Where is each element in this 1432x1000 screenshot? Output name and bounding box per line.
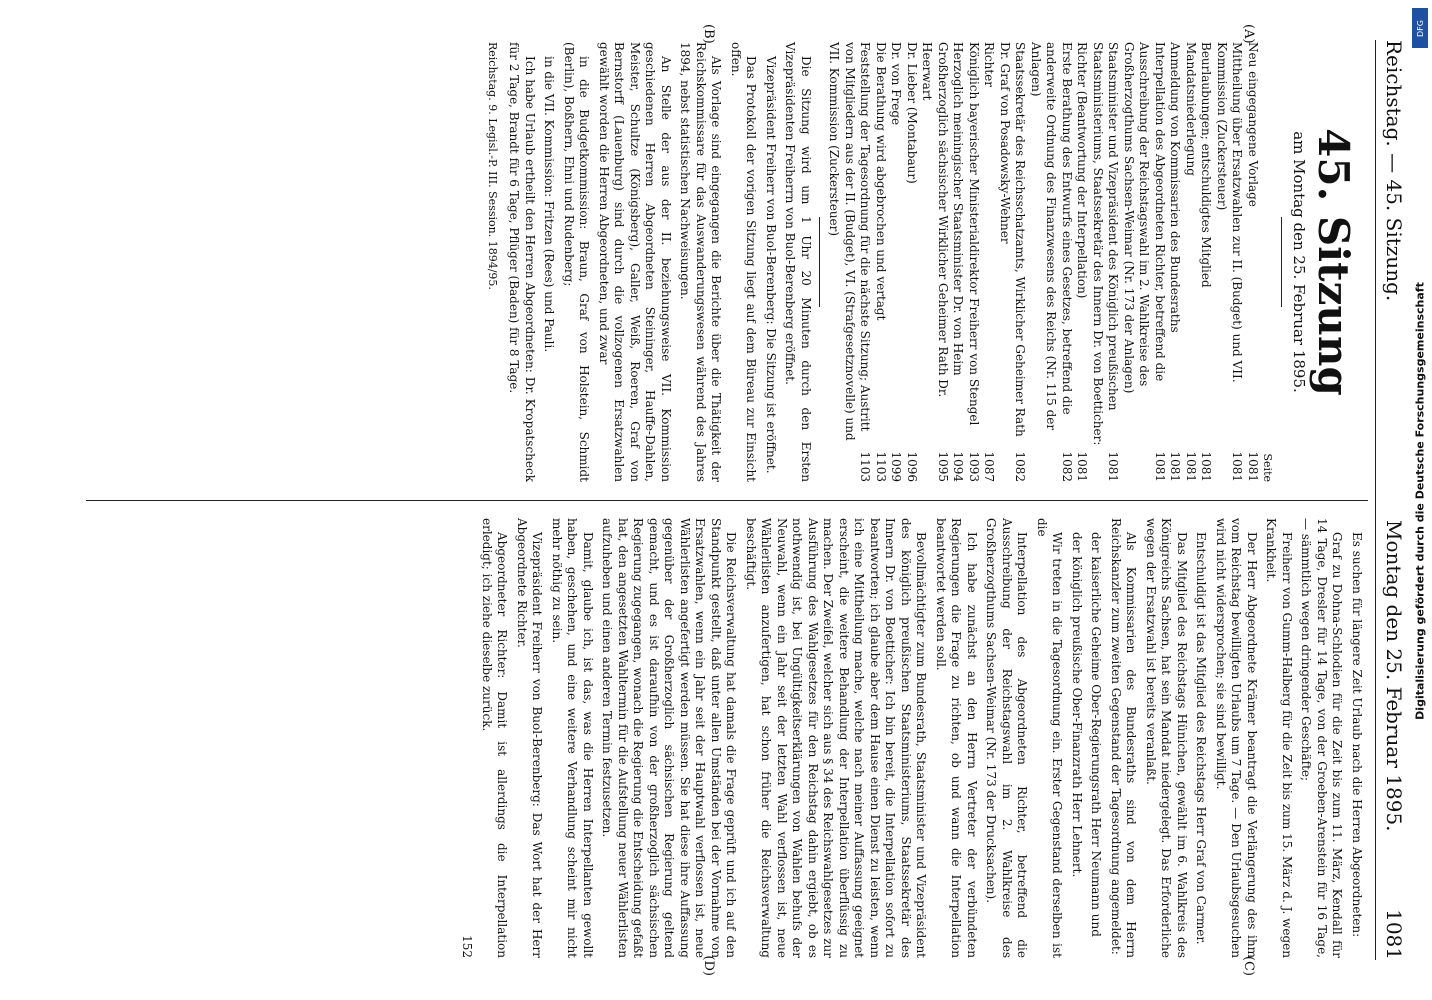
title-rule	[1282, 217, 1283, 307]
column-divider	[86, 500, 1368, 501]
toc-entry: Beurlaubungen; entschuldigtes Mitglied	[1199, 42, 1214, 288]
paragraph: Ich habe Urlaub ertheilt den Herren Abgeordneten: Dr. Kropatscheck für 2 Tage, Brandt für 6 Tage, Pflüger (Baden) für 8 Tage.	[507, 42, 537, 482]
page-number: 1081	[1382, 909, 1406, 960]
scanned-page	[16, 20, 1416, 980]
toc-entry: Herzoglich meiningischer Staatsminister Dr. von Heim	[951, 42, 966, 376]
margin-mark-b: (B)	[701, 24, 716, 44]
paragraph: Als Kommissarien des Bundesraths sind von dem Herrn Reichskanzler zum zweiten Gegenstand der Tagesordnung angemeldet:	[1109, 518, 1139, 958]
toc-page: 1087	[982, 451, 997, 482]
toc-row	[904, 42, 920, 482]
paragraph: Das Mitglied des Reichstags Hünichen, gewählt im 6. Wahlkreis des Königreichs Sachsen, hat sein Mandat niedergelegt. Das Erforderliche wegen der Ersatzwahl ist bereits veranlaßt.	[1144, 518, 1189, 958]
toc-page: 1082	[1060, 451, 1074, 482]
toc-page: 1081	[1230, 451, 1245, 482]
toc-page: 1103	[858, 451, 873, 482]
dfg-logo: DFG	[1412, 8, 1428, 48]
toc-entry: Staatssekretär des Reichsschatzamts, Wirklicher Geheimer Rath Dr. Graf von Posadowsky-Wehner	[998, 42, 1028, 437]
header-rule	[1375, 40, 1376, 960]
toc-row	[1183, 42, 1199, 482]
paragraph: Vizepräsident Freiherr von Buol-Berenberg: Das Wort hat der Herr Abgeordnete Richter.	[515, 518, 545, 958]
toc-entry: Richter (Beantwortung der Interpellation)	[1075, 42, 1090, 299]
toc-page: 1081	[1246, 451, 1260, 482]
paragraph: Damit, glaube ich, ist das, was die Herren Interpellanten gewollt haben, geschehen, und eine weitere Verhandlung scheint mir nicht mehr nöthig zu sein.	[550, 518, 595, 958]
toc-entry: Neu eingegangene Vorlage	[1246, 42, 1260, 207]
paragraph: der kaiserliche Geheime Ober-Regierungsrath Herr Neumann und	[1089, 532, 1104, 937]
paragraph: Bevollmächtigter zum Bundesrath, Staatsminister und Vizepräsident des königlich preußischen Staatsministeriums, Staatssekretär des Innern Dr. von Boetticher: Ich bin bereit, die Interpellation sofort zu beantworten; ich glaube aber dem Hause einen Dienst zu leisten, wenn ich eine Mittheilung mache, welche nach meiner Auffassung geeignet erscheint, die weitere Behandlung der Interpellation überflüssig zu machen. Der Zweifel, welcher sich aus § 34 des Reichswahlgesetzes zur Ausführung des Wahlgesetzes für den Reichstag dahin ergiebt, ob es nothwendig ist, bei Ungültigkeitserklärungen von Wahlen behufs der Neuwahl, wenn ein Jahr seit der letzten Wahl verflossen ist, neue Wählerlisten anzufertigen, hat schon früher die Reichsverwaltung beschäftigt.	[744, 518, 929, 958]
paragraph: Als Vorlage sind eingegangen die Berichte über die Thätigkeit der Reichskommissare für das Auswanderungswesen während des Jahres 1894, nebst statistischen Nachweisungen.	[678, 42, 724, 482]
toc-row	[826, 42, 873, 482]
toc-page: 1081	[1199, 451, 1214, 482]
paragraph: Entschuldigt ist das Mitglied des Reichstags Herr Graf von Carmer.	[1194, 532, 1209, 945]
right-body	[479, 518, 1365, 958]
table-of-contents	[826, 42, 1260, 482]
margin-mark-d: (D)	[701, 955, 716, 976]
paragraph: Der Herr Abgeordnete Krämer beantragt die Verlängerung des ihm vom Reichstag bewilligten Urlaubs um 7 Tage. — Den Urlaubsgesuchen wird nicht widersprochen; sie sind bewilligt.	[1214, 518, 1259, 958]
toc-entry: Königlich bayerischer Ministerialdirektor Freiherr von Stengel	[967, 42, 981, 426]
toc-rule	[819, 217, 820, 307]
toc-entry: Richter	[982, 42, 997, 87]
toc-page: 1099	[889, 451, 904, 482]
paragraph: Graf zu Dohna-Schlodien für die Zeit bis zum 11. März, Kendall für 14 Tage, Dresler für 14 Tage, von der Groeben-Arenstein für 16 Tage, — sämmtlich wegen dringender Geschäfte;	[1299, 518, 1345, 958]
toc-entry: Großherzoglich sächsischer Wirklicher Geheimer Rath Dr. Heerwart	[920, 42, 950, 398]
paragraph: Es suchen für längere Zeit Urlaub nach die Herren Abgeordneten:	[1350, 532, 1364, 938]
toc-page: 1081	[1106, 451, 1121, 482]
paragraph: Freiherr von Gumm-Halberg für die Zeit bis zum 15. März d. J. wegen Krankheit.	[1264, 518, 1294, 958]
toc-page: 1081	[1168, 451, 1183, 482]
toc-header: Seite	[1261, 453, 1275, 482]
toc-page: 1093	[967, 451, 981, 482]
toc-row	[1198, 42, 1214, 482]
toc-page: 1103	[874, 451, 888, 482]
right-column	[459, 518, 1364, 958]
toc-page: 1096	[905, 451, 919, 482]
toc-row	[1074, 42, 1090, 482]
paragraph: An Stelle der aus der II. beziehungsweise VII. Kommission geschiedenen Herren Abgeordneten Steininger, Hauffe-Dahlen, Meister, Schultze (Königsberg), Galler, Weiß, Roeren, Graf von Bernstorff (Lauenburg) sind durch die vollzogenen Ersatzwahlen gewählt worden die Herren Abgeordneten, und zwar	[597, 42, 673, 482]
toc-entry: Die Berathung wird abgebrochen und vertagt	[874, 42, 888, 321]
toc-page: 1081	[1075, 451, 1090, 482]
toc-entry: Dr. Lieber (Montabaur)	[905, 42, 919, 184]
dfg-sidebar	[1410, 4, 1430, 998]
dfg-credit: Digitalisierung gefördert durch die Deutsche Forschungsgemeinschaft	[1413, 282, 1427, 720]
paragraph: Vizepräsident Freiherr von Buol-Berenberg: Die Sitzung ist eröffnet.	[764, 56, 778, 474]
toc-page: 1081	[1153, 451, 1167, 482]
toc-row	[1214, 42, 1245, 482]
toc-row	[1167, 42, 1183, 482]
toc-entry: Mandatsniederlegung	[1184, 42, 1198, 176]
paragraph: Wir treten in die Tagesordnung ein. Erster Gegenstand derselben ist die	[1035, 518, 1065, 958]
toc-row	[1028, 42, 1075, 482]
toc-row	[873, 42, 889, 482]
left-body	[506, 42, 813, 482]
toc-page: 1095	[936, 451, 950, 482]
page-header	[1378, 40, 1406, 960]
toc-entry: Anmeldung von Kommissarien des Bundesraths	[1168, 42, 1183, 333]
toc-page: 1081	[1184, 451, 1198, 482]
signature-mark: 152	[460, 935, 475, 958]
toc-entry: Feststellung der Tagesordnung für die nächste Sitzung; Austritt von Mitgliedern aus der II. (Budget), VI. (Strafgesetznovelle) und VII. Kommission (Zuckersteuer)	[827, 42, 873, 441]
margin-mark-a: (A)	[1241, 24, 1256, 44]
paragraph: in die Budgetkommission: Braun, Graf von Holstein, Schmidt (Berlin), Boßhern, Ehni und Rudenberg;	[562, 42, 592, 482]
toc-entry: Erste Berathung des Entwurfs eines Gesetzes, betreffend die anderweite Ordnung des Finanzwesens des Reichs (Nr. 115 der Anlagen)	[1029, 42, 1074, 431]
paragraph: Das Protokoll der vorigen Sitzung liegt auf dem Büreau zur Einsicht offen.	[729, 42, 759, 482]
toc-row	[1121, 42, 1168, 482]
header-left: Reichstag. — 45. Sitzung.	[1382, 40, 1406, 302]
paragraph: der königlich preußische Ober-Finanzrath Herr Lehnert.	[1070, 532, 1084, 878]
paragraph: Abgeordneter Richter: Damit ist allerdings die Interpellation erledigt; ich ziehe dieselbe zurück.	[480, 518, 510, 958]
toc-page: 1094	[951, 451, 966, 482]
toc-entry: Interpellation des Abgeordneten Richter, betreffend die Ausschreibung der Reichstagswahl im 2. Wahlkreise des Großherzogthums Sachsen-Weimar (Nr. 173 der Anlagen)	[1122, 42, 1167, 394]
toc-entry: Dr. von Frege	[889, 42, 904, 126]
toc-entry: Staatsminister und Vizepräsident des Königlich preußischen Staatsministeriums, Staatssekretär des Innern Dr. von Boetticher:	[1091, 42, 1121, 446]
toc-row	[888, 42, 904, 482]
paragraph: Die Reichsverwaltung hat damals die Frage geprüft und ich auf den Standpunkt gestellt, daß unter allen Umständen bei der Vornahme von Ersatzwahlen, wenn ein Jahr seit der Hauptwahl verflossen ist, neue Wählerlisten angefertigt werden müssen. Sie hat diese ihre Auffassung gegenüber der Großherzoglich sächsischen Regierung geltend gemacht, und es ist daraufhin von der großherzoglich sächsischen Regierung zugegangen, wonach die Regierung die Entscheidung gefaßt hat, den angesetzten Wahltermin für die Aufstellung neuer Wählerlisten aufzuheben und einen anderen Termin festzusetzen.	[600, 518, 739, 958]
volume-footer: Reichstag. 9. Legisl.-P. III. Session. 1894/95.	[486, 42, 499, 290]
toc-row	[966, 42, 982, 482]
toc-row	[981, 42, 997, 482]
session-title: 45. Sitzung	[1309, 128, 1358, 396]
margin-mark-c: (C)	[1241, 955, 1256, 976]
toc-page: 1082	[1013, 451, 1028, 482]
session-date: am Montag den 25. Februar 1895.	[1290, 131, 1308, 393]
paragraph: Die Sitzung wird um 1 Uhr 20 Minuten durch den Ersten Vizepräsidenten Freiherrn von Buol-Berenberg eröffnet.	[783, 42, 813, 482]
paragraph: in die VII. Kommission: Fritzen (Rees) und Pauli.	[542, 56, 557, 353]
toc-row	[1245, 42, 1261, 482]
toc-entry: Mittheilung über Ersatzwahlen zur II. (Budget) und VII. Kommission (Zuckersteuer)	[1215, 42, 1245, 383]
toc-row	[1090, 42, 1121, 482]
toc-row	[950, 42, 966, 482]
paragraph: Interpellation des Abgeordneten Richter, betreffend die Ausschreibung der Reichstagswahl im 2. Wahlkreise des Großherzogthums Sachsen-Weimar (Nr. 173 der Drucksachen).	[984, 518, 1030, 958]
paragraph: Ich habe zunächst an den Herrn Vertreter der verbündeten Regierungen die Frage zu richten, ob und wann die Interpellation beantwortet werden soll.	[934, 518, 979, 958]
toc-row	[997, 42, 1028, 482]
left-column	[485, 42, 1365, 482]
header-date: Montag den 25. Februar 1895.	[1382, 520, 1406, 832]
toc-row	[919, 42, 950, 482]
